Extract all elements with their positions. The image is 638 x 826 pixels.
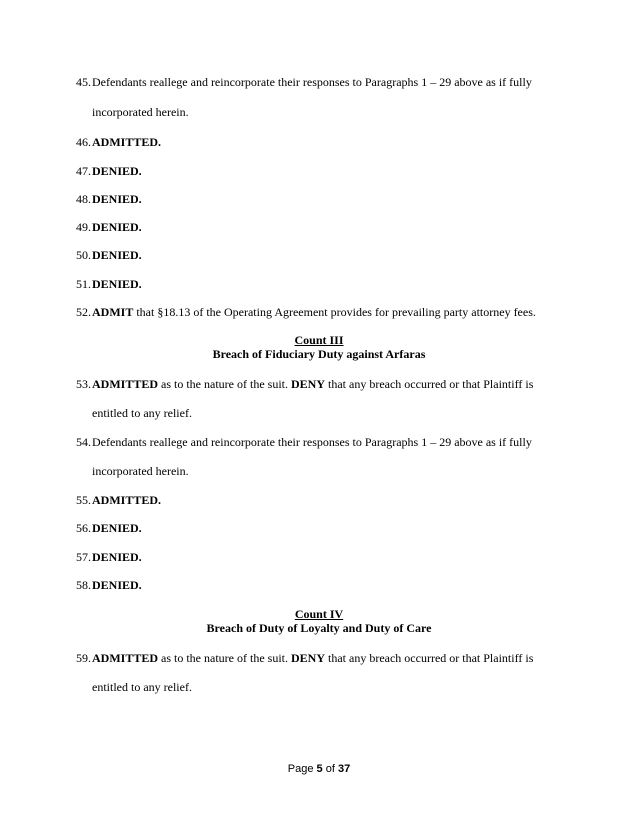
paragraph-bold-text: ADMITTED (92, 651, 159, 665)
paragraph-bold-text: ADMITTED (92, 377, 159, 391)
paragraph-continuation-text: entitled to any relief. (92, 406, 192, 420)
paragraph-number: 48. (76, 192, 91, 206)
paragraph-number: 51. (76, 277, 91, 291)
paragraph-text: DENIED. (92, 164, 142, 178)
page-footer (0, 763, 638, 776)
footer-page-label: Page (287, 763, 317, 775)
paragraph-text: Defendants reallege and reincorporate their responses to Paragraphs 1 – 29 above as if fully (92, 435, 532, 449)
paragraph-plain-text: that any breach occurred or that Plaintiff is (325, 651, 534, 665)
footer-current-page: 5 (316, 763, 323, 775)
paragraph-number: 45. (76, 75, 91, 89)
paragraph-text: ADMITTED. (92, 135, 162, 149)
paragraph-plain-text: as to the nature of the suit. (158, 651, 291, 665)
paragraph-text: DENIED. (92, 578, 142, 592)
paragraph-plain-text: as to the nature of the suit. (158, 377, 291, 391)
paragraph-number: 49. (76, 220, 91, 234)
paragraph-continuation-text: incorporated herein. (92, 464, 189, 478)
paragraph-text (92, 651, 533, 665)
paragraph-number: 56. (76, 521, 91, 535)
paragraph-number: 58. (76, 578, 91, 592)
paragraph-text: DENIED. (92, 220, 142, 234)
paragraph-continuation-text: entitled to any relief. (92, 680, 192, 694)
paragraph-text: DENIED. (92, 550, 142, 564)
count-heading: Count III (294, 333, 344, 347)
paragraph-bold-text: DENY (290, 651, 325, 665)
paragraph-number: 50. (76, 248, 91, 262)
paragraph-number: 57. (76, 550, 91, 564)
paragraph-number: 55. (76, 493, 91, 507)
footer-of-label: of (322, 763, 338, 775)
paragraph-bold-text: DENY (290, 377, 325, 391)
paragraph-continuation-text: incorporated herein. (92, 105, 189, 119)
paragraph-plain-text: that any breach occurred or that Plaintiff is (325, 377, 534, 391)
paragraph-text (92, 305, 536, 319)
paragraph-plain-text: that §18.13 of the Operating Agreement provides for prevailing party attorney fees. (133, 305, 536, 319)
paragraph-text: DENIED. (92, 277, 142, 291)
paragraph-number: 59. (76, 651, 91, 665)
paragraph-text (92, 377, 533, 391)
paragraph-text: DENIED. (92, 192, 142, 206)
paragraph-number: 53. (76, 377, 91, 391)
count-title: Breach of Fiduciary Duty against Arfaras (212, 347, 426, 361)
count-title: Breach of Duty of Loyalty and Duty of Care (206, 621, 432, 635)
paragraph-text: Defendants reallege and reincorporate their responses to Paragraphs 1 – 29 above as if fully (92, 75, 532, 89)
paragraph-text: DENIED. (92, 521, 142, 535)
paragraph-number: 52. (76, 305, 91, 319)
count-heading: Count IV (294, 607, 344, 621)
paragraph-number: 54. (76, 435, 91, 449)
footer-total-pages: 37 (337, 763, 351, 775)
paragraph-text: DENIED. (92, 248, 142, 262)
paragraph-number: 46. (76, 135, 91, 149)
paragraph-number: 47. (76, 164, 91, 178)
paragraph-bold-text: ADMIT (92, 305, 134, 319)
paragraph-text: ADMITTED. (92, 493, 162, 507)
